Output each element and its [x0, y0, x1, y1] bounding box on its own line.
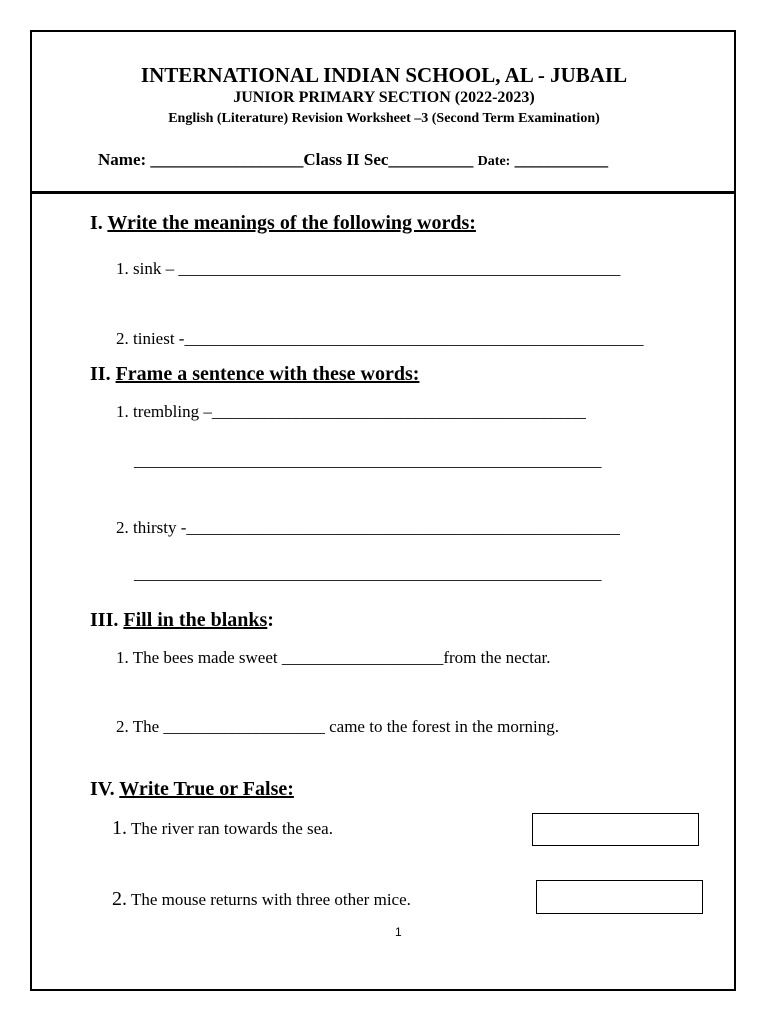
section-2-heading — [90, 363, 419, 386]
section-3-number: III. — [90, 609, 124, 631]
section-1-number: I. — [90, 212, 108, 234]
section-1-heading — [90, 212, 476, 235]
name-label: Name: — [98, 150, 147, 169]
section-4-item-1-text: The river ran towards the sea. — [127, 819, 333, 838]
page-border — [30, 30, 736, 991]
section-2-title: Frame a sentence with these words: — [115, 363, 420, 385]
section-2-item-1-line-2[interactable]: _______________________________________________________ — [134, 451, 602, 470]
section-2-item-1[interactable]: 1. trembling –____________________________________________ — [116, 402, 586, 421]
section-3-item-1[interactable]: 1. The bees made sweet ___________________from the nectar. — [116, 648, 551, 667]
school-name: INTERNATIONAL INDIAN SCHOOL, AL - JUBAIL — [140, 63, 628, 87]
section-4-item-1-number: 1. — [112, 817, 127, 839]
section-4-heading — [90, 778, 294, 801]
section-2-item-2[interactable]: 2. thirsty -___________________________________________________ — [116, 518, 620, 537]
student-info-line — [98, 150, 608, 170]
name-field[interactable]: __________________ — [146, 150, 304, 169]
date-field[interactable]: ___________ — [510, 150, 609, 169]
section-4-item-2 — [112, 888, 411, 911]
section-field[interactable]: __________ — [388, 150, 478, 169]
section-4-item-2-number: 2. — [112, 888, 127, 910]
section-1-item-2[interactable]: 2. tiniest -______________________________________________________ — [116, 329, 644, 348]
school-section: JUNIOR PRIMARY SECTION (2022-2023) — [233, 89, 535, 106]
section-3-item-2[interactable]: 2. The ___________________ came to the forest in the morning. — [116, 717, 560, 736]
section-3-title: Fill in the blanks — [123, 609, 268, 631]
page-number: 1 — [395, 925, 402, 939]
section-1-title: Write the meanings of the following words: — [107, 212, 476, 234]
section-3-colon: : — [267, 609, 274, 631]
header-divider — [30, 191, 736, 194]
section-4-title: Write True or False: — [119, 778, 294, 800]
answer-box-1[interactable] — [532, 813, 699, 846]
section-1-item-1[interactable]: 1. sink – ____________________________________________________ — [116, 259, 621, 278]
class-label: Class II Sec — [303, 150, 389, 169]
section-3-heading — [90, 609, 274, 632]
date-label: Date: — [477, 154, 511, 169]
section-2-item-2-line-2[interactable]: _______________________________________________________ — [134, 564, 602, 583]
section-2-number: II. — [90, 363, 116, 385]
section-4-item-2-text: The mouse returns with three other mice. — [127, 890, 411, 909]
answer-box-2[interactable] — [536, 880, 703, 914]
worksheet-title: English (Literature) Revision Worksheet –3 (Second Term Examination) — [168, 111, 600, 126]
section-4-item-1 — [112, 817, 333, 840]
section-4-number: IV. — [90, 778, 120, 800]
